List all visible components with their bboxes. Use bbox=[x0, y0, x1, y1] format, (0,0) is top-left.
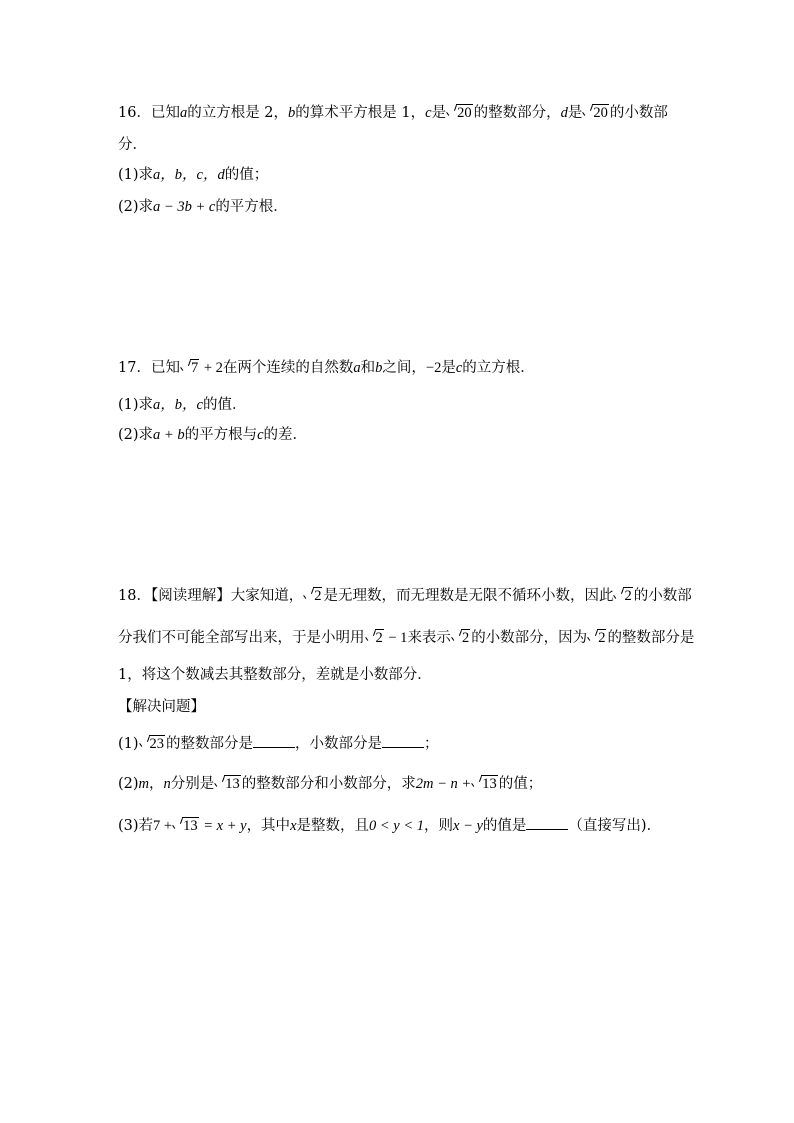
q17-text: 的立方根． bbox=[462, 360, 535, 376]
q18-text: ，小数部分是 bbox=[295, 736, 383, 752]
q18-text: ，则 bbox=[424, 818, 454, 834]
sqrt-23: 23 bbox=[140, 734, 166, 754]
sqrt-20: 20 bbox=[447, 103, 473, 123]
q16-part1 bbox=[118, 165, 268, 185]
q17-part2 bbox=[118, 425, 307, 445]
q18-text: 是整数，且 bbox=[296, 818, 369, 834]
answer-blank[interactable] bbox=[526, 815, 568, 830]
var-c: c bbox=[455, 360, 463, 376]
q18-part3 bbox=[118, 815, 661, 836]
q17-expr: −2 bbox=[425, 360, 442, 376]
q16-text: 16．已知 bbox=[118, 105, 180, 121]
q18-line2 bbox=[118, 628, 694, 648]
q16-text: (2)求 bbox=[118, 199, 154, 215]
q18-text: 来表示 bbox=[407, 630, 451, 646]
var-c: c bbox=[425, 105, 432, 121]
sqrt-7: 7 bbox=[181, 358, 199, 378]
q18-text: 的值； bbox=[498, 776, 543, 792]
q18-text: 分别是 bbox=[170, 776, 215, 792]
q18-text: 的小数部分，因为 bbox=[471, 630, 588, 646]
q16-text: 的整数部分， bbox=[473, 105, 561, 121]
q18-expr: 2m − n + bbox=[415, 776, 472, 792]
q16-text: 是 bbox=[431, 105, 447, 121]
q17-vars: a，b，c bbox=[153, 397, 203, 413]
q18-expr: 7 + bbox=[153, 818, 173, 834]
q18-text: 18．【阅读理解】大家知道， bbox=[118, 588, 304, 604]
var-m: m bbox=[138, 776, 150, 792]
q18-text: (3)若 bbox=[118, 818, 154, 834]
sqrt-2: 2 bbox=[614, 586, 632, 606]
q18-expr: = x + y bbox=[199, 818, 247, 834]
q18-text: 的整数部分和小数部分，求 bbox=[241, 776, 416, 792]
answer-blank[interactable] bbox=[253, 733, 295, 748]
q16-text: (1)求 bbox=[118, 167, 154, 183]
q17-text: 之间， bbox=[382, 360, 426, 376]
q18-text: ； bbox=[424, 736, 439, 752]
q17-text: 的平方根与 bbox=[184, 427, 258, 443]
var-b: b bbox=[375, 360, 383, 376]
q17-expr: + 2 bbox=[200, 360, 223, 376]
var-b: b bbox=[288, 105, 296, 121]
q18-text: 分我们不可能全部写出来，于是小明用 bbox=[118, 630, 365, 646]
section-heading: 【解决问题】 bbox=[118, 699, 205, 715]
q16-vars: a，b，c，d bbox=[153, 167, 225, 183]
q18-text: （直接写出)． bbox=[568, 818, 662, 834]
q16-text: 分． bbox=[118, 137, 147, 153]
q18-text: 1，将这个数减去其整数部分，差就是小数部分． bbox=[118, 667, 432, 683]
sqrt-2: 2 bbox=[452, 628, 470, 648]
var-d: d bbox=[560, 105, 568, 121]
q18-text: ，其中 bbox=[246, 818, 291, 834]
q17-text: (1)求 bbox=[118, 397, 154, 413]
q18-heading bbox=[118, 697, 205, 717]
sqrt-2: 2 bbox=[588, 628, 606, 648]
q18-text: 的小数部 bbox=[633, 588, 692, 604]
q17-part1 bbox=[118, 395, 246, 415]
q18-part1 bbox=[118, 733, 439, 754]
q17-text: 在两个连续的自然数 bbox=[222, 360, 354, 376]
q16-expr: a − 3b + c bbox=[153, 199, 216, 215]
sqrt-2: 2 bbox=[304, 586, 322, 606]
q18-text: (1) bbox=[118, 736, 139, 752]
sqrt-2: 2 bbox=[366, 628, 384, 648]
q18-text: 的整数部分是 bbox=[607, 630, 695, 646]
q18-text: ， bbox=[149, 776, 164, 792]
q16-text: 的算术平方根是 1， bbox=[295, 105, 426, 121]
q16-text: 的小数部 bbox=[609, 105, 668, 121]
q18-expr: 0 < y < 1 bbox=[369, 818, 425, 834]
q17-line1 bbox=[118, 358, 535, 378]
q16-text: 的平方根． bbox=[215, 199, 288, 215]
q18-part2 bbox=[118, 774, 542, 794]
q17-expr: a + b bbox=[153, 427, 185, 443]
q16-part2 bbox=[118, 197, 288, 217]
sqrt-13: 13 bbox=[472, 774, 498, 794]
q16-text: 的值； bbox=[224, 167, 269, 183]
q18-line3 bbox=[118, 665, 432, 685]
q17-text: (2)求 bbox=[118, 427, 154, 443]
q18-text: (2) bbox=[118, 776, 139, 792]
q18-text: 的整数部分是 bbox=[166, 736, 254, 752]
q17-text: 的差． bbox=[263, 427, 308, 443]
q18-expr: x − y bbox=[453, 818, 483, 834]
var-c: c bbox=[257, 427, 264, 443]
q17-text: 的值． bbox=[202, 397, 247, 413]
sqrt-13: 13 bbox=[173, 816, 199, 836]
q16-line1 bbox=[118, 103, 668, 123]
q17-text: 是 bbox=[441, 360, 456, 376]
q17-text: 17．已知 bbox=[118, 360, 180, 376]
answer-blank[interactable] bbox=[382, 733, 424, 748]
q17-text: 和 bbox=[360, 360, 376, 376]
q18-line1 bbox=[118, 586, 692, 606]
q16-line2 bbox=[118, 135, 147, 155]
var-a: a bbox=[353, 360, 361, 376]
sqrt-13: 13 bbox=[215, 774, 241, 794]
q16-text: 的立方根是 2， bbox=[187, 105, 289, 121]
q18-text: 是无理数，而无理数是无限不循环小数，因此 bbox=[323, 588, 614, 604]
var-a: a bbox=[179, 105, 188, 121]
var-n: n bbox=[163, 776, 171, 792]
q16-text: 是 bbox=[567, 105, 583, 121]
q18-expr: − 1 bbox=[384, 630, 408, 646]
var-x: x bbox=[290, 818, 297, 834]
sqrt-20: 20 bbox=[583, 103, 609, 123]
q18-text: 的值是 bbox=[482, 818, 527, 834]
